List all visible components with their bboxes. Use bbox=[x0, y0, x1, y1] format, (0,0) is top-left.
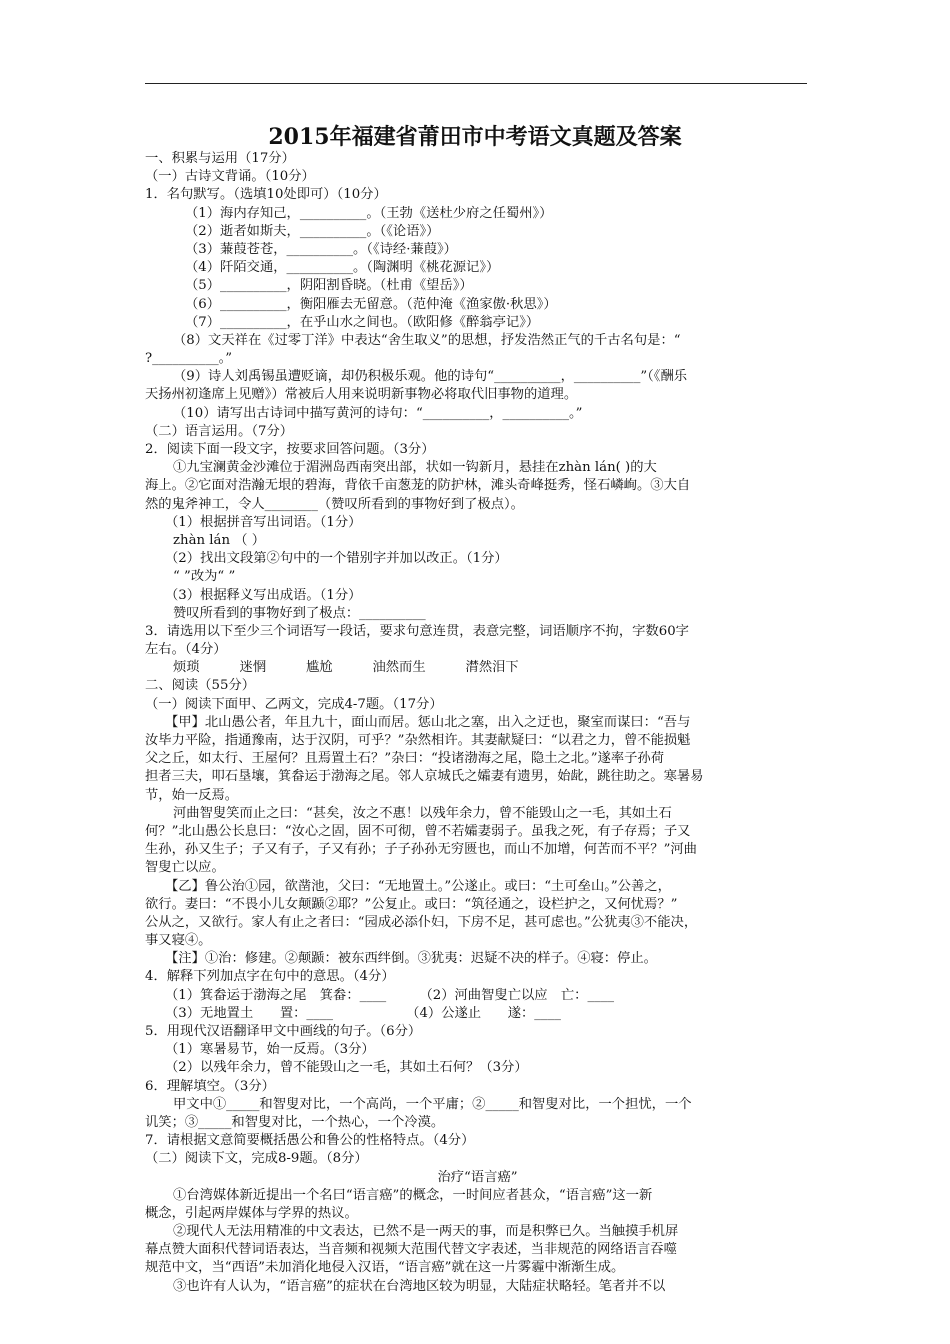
document-body bbox=[145, 150, 810, 1296]
passage-line: 海上。②它面对浩瀚无垠的碧海，背依千亩葱茏的防护林，滩头奇峰挺秀，怪石嶙峋。③大自 bbox=[145, 478, 691, 494]
question-item: （1）箕畚运于渤海之尾 箕畚：____ （2）河曲智叟亡以应 亡：____ bbox=[165, 987, 615, 1003]
passage-line: 父之丘，如太行、王屋何？且焉置土石？”杂曰：“投诸渤海之尾，隐土之北。”遂率子孙荷 bbox=[145, 751, 665, 767]
question-item: （8）文天祥在《过零丁洋》中表达“舍生取义”的思想，抒发浩然正气的千古名句是：“ bbox=[173, 332, 681, 348]
question-item: （9）诗人刘禹锡虽遭贬谪，却仍积极乐观。他的诗句“__________，__________”（《酬乐 bbox=[173, 369, 688, 385]
passage-line: ①九宝澜黄金沙滩位于湄洲岛西南突出部，状如一钩新月，悬挂在zhàn lán( )的大 bbox=[173, 460, 657, 476]
question-item: 甲文中①_____和智叟对比，一个高尚，一个平庸；②_____和智叟对比，一个担忧，一个 bbox=[173, 1096, 692, 1112]
subsection-heading: （二）阅读下文，完成8-9题。（8分） bbox=[145, 1151, 368, 1167]
passage-line: 何？”北山愚公长息曰：“汝心之固，固不可彻，曾不若孀妻弱子。虽我之死，有子存焉；子又 bbox=[145, 823, 691, 839]
question-item: （1）海内存知己，__________。（王勃《送杜少府之任蜀州》） bbox=[185, 205, 553, 221]
question-item: （2）以残年余力，曾不能毁山之一毛，其如土石何？（3分） bbox=[165, 1060, 528, 1076]
passage-line: ②现代人无法用精准的中文表达，已然不是一两天的事，而是积弊已久。当触摸手机屏 bbox=[173, 1224, 679, 1240]
question-item-cont: 讥笑；③_____和智叟对比，一个热心，一个冷漠。 bbox=[145, 1114, 445, 1130]
question-item: （6）__________，衡阳雁去无留意。（范仲淹《渔家傲·秋思》） bbox=[185, 296, 557, 312]
passage-line: 【乙】鲁公治①园，欲凿池，父曰：“无地置土。”公遂止。或曰：“土可垒山。”公善之， bbox=[165, 878, 671, 894]
question-item-cont: 天扬州初逢席上见赠》）常被后人用来说明新事物必将取代旧事物的道理。 bbox=[145, 387, 578, 403]
question-heading: 2．阅读下面一段文字，按要求回答问题。（3分） bbox=[145, 442, 435, 457]
question-item: 赞叹所看到的事物好到了极点：__________ bbox=[173, 605, 426, 621]
passage-line: 欲行。妻曰：“不畏小儿女颠踬②耶？”公复止。或曰：“筑径通之，设栏护之，又何忧焉？” bbox=[145, 896, 678, 912]
question-heading: 3．请选用以下至少三个词语写一段话，要求句意连贯，表意完整，词语顺序不拘，字数60字 bbox=[145, 623, 689, 639]
passage-line: 节，始一反焉。 bbox=[145, 787, 239, 803]
passage-line: 河曲智叟笑而止之曰：“甚矣，汝之不惠！以残年余力，曾不能毁山之一毛，其如土石 bbox=[173, 805, 672, 821]
article-title: 治疗“语言癌” bbox=[437, 1169, 518, 1185]
question-item: （7）__________，在乎山水之间也。（欧阳修《醉翁亭记》） bbox=[185, 314, 540, 330]
question-heading-cont: 左右。（4分） bbox=[145, 642, 227, 658]
question-item: （1）寒暑易节，始一反焉。（3分） bbox=[165, 1042, 375, 1058]
question-item: （2）找出文段第②句中的一个错别字并加以改正。（1分） bbox=[165, 551, 508, 567]
section-heading: 二、阅读（55分） bbox=[145, 678, 255, 694]
question-item: （5）__________，阴阳割昏晓。（杜甫《望岳》） bbox=[185, 278, 473, 294]
passage-line: 【甲】北山愚公者，年且九十，面山而居。惩山北之塞，出入之迂也，聚室而谋曰：“吾与 bbox=[165, 714, 691, 730]
passage-line: 幕点赞大面积代替词语表达，当音频和视频大范围代替文字表述，当非规范的网络语言吞噬 bbox=[145, 1242, 677, 1258]
question-item: （4）阡陌交通，__________。（陶渊明《桃花源记》） bbox=[185, 260, 500, 276]
question-heading: 4．解释下列加点字在句中的意思。（4分） bbox=[145, 969, 395, 985]
question-heading: 7．请根据文意简要概括愚公和鲁公的性格特点。（4分） bbox=[145, 1133, 475, 1149]
question-item: （2）逝者如斯夫，__________。（《论语》） bbox=[185, 223, 440, 239]
question-item-cont: ?__________。” bbox=[145, 351, 233, 367]
document-title: 2015年福建省莆田市中考语文真题及答案 bbox=[268, 124, 682, 150]
question-item: （3）无地置土 置：____ （4）公遂止 遂：____ bbox=[165, 1005, 561, 1021]
question-item: zhàn lán （ ） bbox=[173, 532, 266, 548]
subsection-heading: （一）古诗文背诵。（10分） bbox=[145, 169, 315, 185]
header-rule bbox=[145, 83, 807, 84]
question-item: （3）根据释义写出成语。（1分） bbox=[165, 587, 362, 603]
word-list: 烦琐 迷惘 尴尬 油然而生 潸然泪下 bbox=[173, 660, 519, 676]
passage-line: 汝毕力平险，指通豫南，达于汉阴，可乎？”杂然相许。其妻献疑曰：“以君之力，曾不能损魁 bbox=[145, 733, 691, 748]
passage-line: 智叟亡以应。 bbox=[145, 860, 225, 876]
passage-line: 概念，引起两岸媒体与学界的热议。 bbox=[145, 1205, 358, 1221]
question-item: “ ”改为“ ” bbox=[173, 569, 236, 585]
question-item: （1）根据拼音写出词语。（1分） bbox=[165, 514, 362, 530]
notes-line: 【注】①治：修建。②颠踬：被东西绊倒。③犹夷：迟疑不决的样子。④寝：停止。 bbox=[165, 951, 657, 967]
question-heading: 1．名句默写。（选填10处即可）（10分） bbox=[145, 187, 387, 203]
passage-line: 然的鬼斧神工，令人________（赞叹所看到的事物好到了极点）。 bbox=[145, 496, 524, 512]
question-heading: 5．用现代汉语翻译甲文中画线的句子。（6分） bbox=[145, 1024, 422, 1039]
subsection-heading: （二）语言运用。（7分） bbox=[145, 423, 294, 439]
passage-line: 事又寝④。 bbox=[145, 933, 212, 949]
passage-line: ①台湾媒体新近提出一个名曰“语言癌”的概念，一时间应者甚众，“语言癌”这一新 bbox=[173, 1187, 653, 1203]
question-item: （10）请写出古诗词中描写黄河的诗句：“__________，__________。” bbox=[173, 405, 583, 421]
passage-line: 规范中文，当“西语”未加消化地侵入汉语，“语言癌”就在这一片雾霾中渐渐生成。 bbox=[145, 1260, 625, 1276]
passage-line: 公从之，又欲行。家人有止之者曰：“园成必添仆妇，下房不足，甚可虑也。”公犹夷③不能决， bbox=[145, 914, 698, 930]
section-heading: 一、积累与运用（17分） bbox=[145, 151, 295, 166]
question-item: （3）蒹葭苍苍，__________。（《诗经·蒹葭》） bbox=[185, 241, 457, 257]
passage-line: 生孙，孙又生子；子又有子，子又有孙；子子孙孙无穷匮也，而山不加增，何苦而不平？”河曲 bbox=[145, 842, 697, 858]
question-heading: 6．理解填空。（3分） bbox=[145, 1078, 275, 1094]
passage-line: ③也许有人认为，“语言癌”的症状在台湾地区较为明显，大陆症状略轻。笔者并不以 bbox=[173, 1278, 666, 1294]
passage-line: 担者三夫，叩石垦壤，箕畚运于渤海之尾。邻人京城氏之孀妻有遗男，始龀，跳往助之。寒暑易 bbox=[145, 769, 704, 785]
subsection-heading: （一）阅读下面甲、乙两文，完成4-7题。（17分） bbox=[145, 696, 443, 712]
